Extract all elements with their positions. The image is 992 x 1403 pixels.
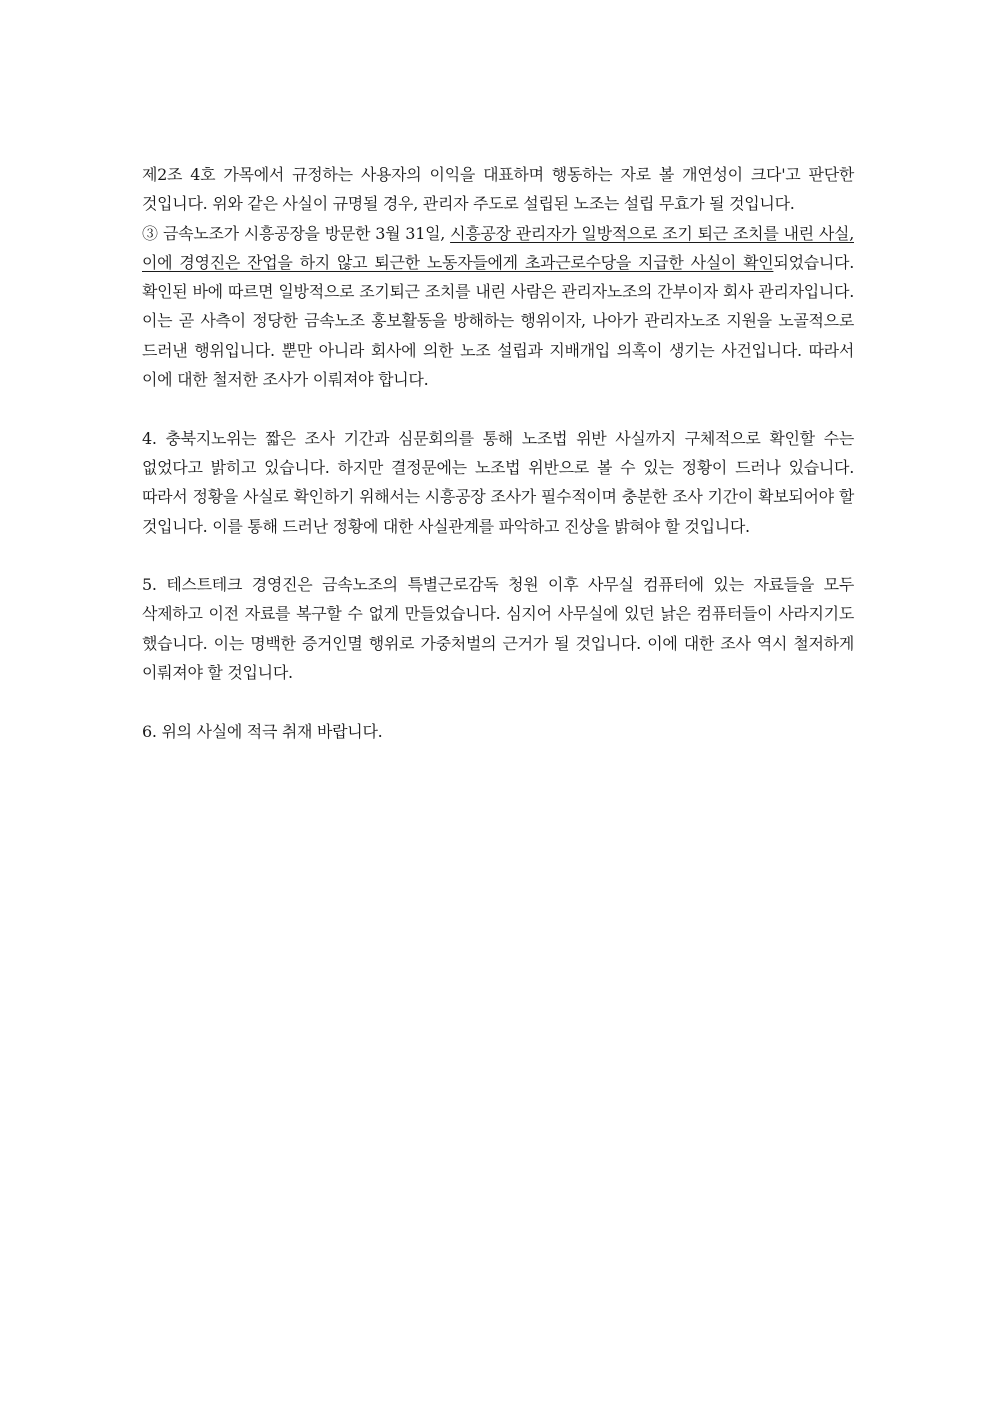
paragraph-item-3 <box>142 219 854 395</box>
paragraph-6: 6. 위의 사실에 적극 취재 바랍니다. <box>142 721 383 741</box>
paragraph-spacer <box>142 394 854 423</box>
item-3-underlined-text: 시흥공장 관리자가 일방적으로 조기 퇴근 조치를 내린 사실, 이에 경영진은 잔업을 하지 않고 퇴근한 노동자들에게 초과근로수당을 지급한 사실이 확인 <box>142 223 854 272</box>
document-body <box>142 160 854 746</box>
item-3-suffix: 되었습니다. 확인된 바에 따르면 일방적으로 조기퇴근 조치를 내린 사람은 관리자노조의 간부이자 회사 관리자입니다. 이는 곧 사측이 정당한 금속노조 홍보활동을 방해하는 행위이자, 나아가 관리자노조 지원을 노골적으로 드러낸 행위입니다. 뿐만 아니라 회사에 의한 노조 설립과 지배개입 의혹이 생기는 사건입니다. 따라서 이에 대한 철저한 조사가 이뤄져야 합니다. <box>142 252 854 390</box>
paragraph-spacer <box>142 687 854 716</box>
paragraph-continuation: 제2조 4호 가목에서 규정하는 사용자의 이익을 대표하며 행동하는 자로 볼 개연성이 크다'고 판단한 것입니다. 위와 같은 사실이 규명될 경우, 관리자 주도로 설립된 노조는 설립 무효가 될 것입니다. <box>142 165 854 214</box>
paragraph-5: 5. 테스트테크 경영진은 금속노조의 특별근로감독 청원 이후 사무실 컴퓨터에 있는 자료들을 모두 삭제하고 이전 자료를 복구할 수 없게 만들었습니다. 심지어 사무실에 있던 낡은 컴퓨터들이 사라지기도 했습니다. 이는 명백한 증거인멸 행위로 가중처벌의 근거가 될 것입니다. 이에 대한 조사 역시 철저하게 이뤄져야 할 것입니다. <box>142 575 854 683</box>
paragraph-4: 4. 충북지노위는 짧은 조사 기간과 심문회의를 통해 노조법 위반 사실까지 구체적으로 확인할 수는 없었다고 밝히고 있습니다. 하지만 결정문에는 노조법 위반으로 볼 수 있는 정황이 드러나 있습니다. 따라서 정황을 사실로 확인하기 위해서는 시흥공장 조사가 필수적이며 충분한 조사 기간이 확보되어야 할 것입니다. 이를 통해 드러난 정황에 대한 사실관계를 파악하고 진상을 밝혀야 할 것입니다. <box>142 428 854 536</box>
paragraph-spacer <box>142 541 854 570</box>
item-3-prefix: ③ 금속노조가 시흥공장을 방문한 3월 31일, <box>142 223 451 243</box>
